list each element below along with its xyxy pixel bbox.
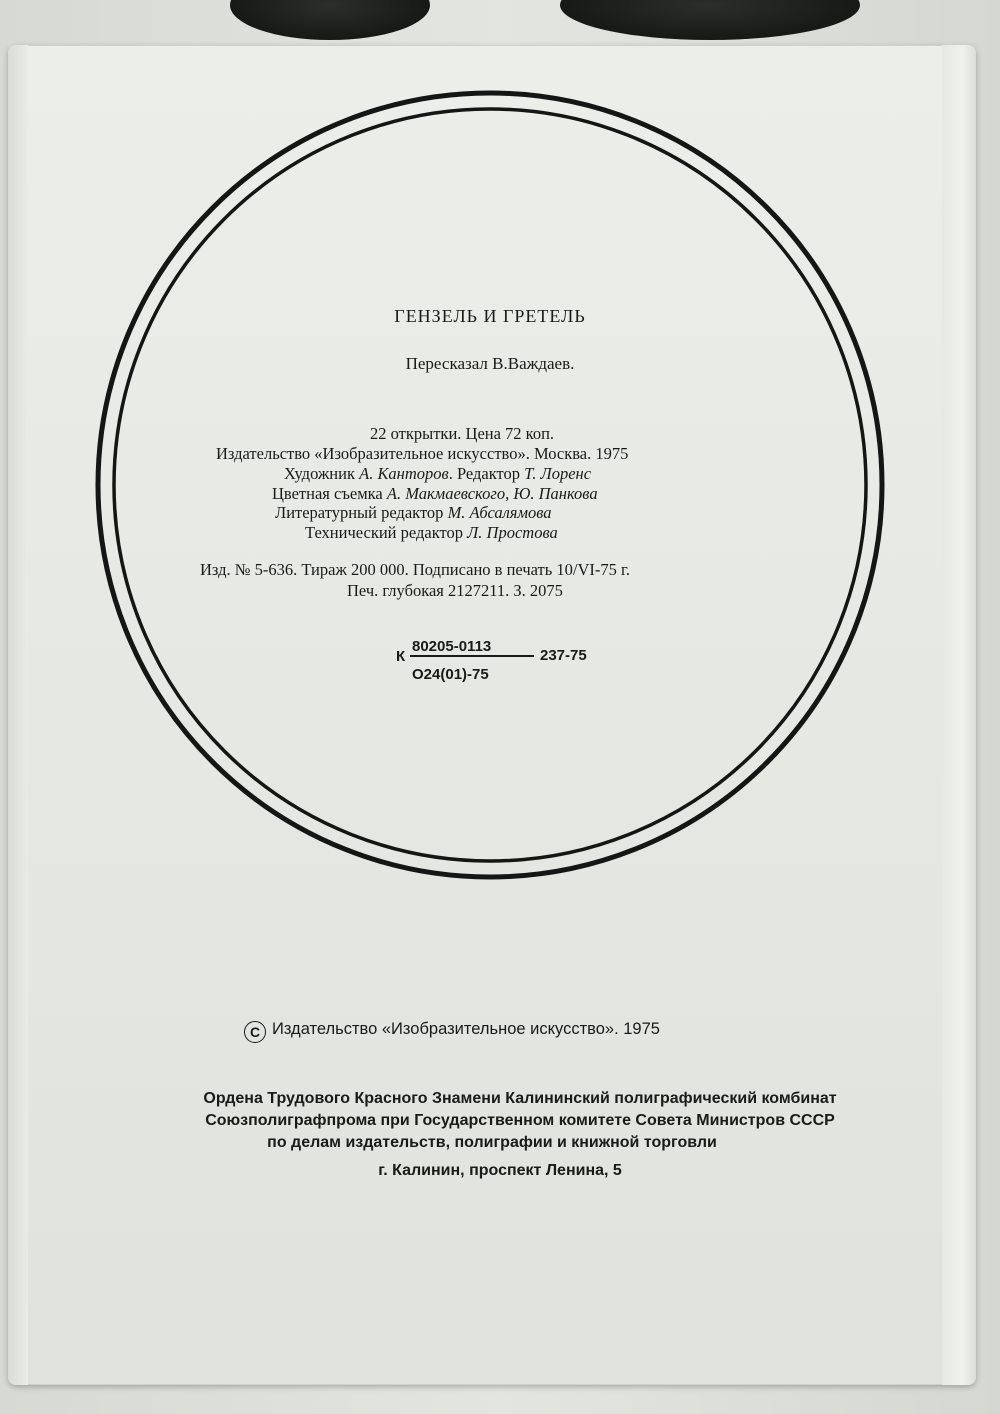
technical-editor-label: Технический редактор: [305, 523, 468, 542]
index-code-denominator: О24(01)-75: [412, 666, 489, 683]
cover-left-edge: [8, 45, 28, 1385]
printer-line-1: Ордена Трудового Красного Знамени Калининский полиграфический комбинат: [203, 1090, 837, 1107]
postcard-folder-back-cover: [8, 45, 976, 1385]
photo-line: [272, 484, 598, 504]
copyright-notice: [244, 1020, 660, 1043]
printer-line-4: г. Калинин, проспект Ленина, 5: [378, 1162, 622, 1179]
copyright-icon: C: [244, 1021, 266, 1043]
artist-editor-line: [284, 464, 591, 484]
technical-editor-name: Л. Простова: [467, 523, 558, 542]
technical-editor-line: [305, 523, 558, 543]
index-code-suffix: 237-75: [540, 647, 587, 664]
publisher-line: Издательство «Изобразительное искусство». Москва. 1975: [216, 444, 629, 463]
copyright-text: Издательство «Изобразительное искусство». 1975: [272, 1020, 660, 1038]
printer-line-2: Союзполиграфпрома при Государственном комитете Совета Министров СССР: [205, 1112, 835, 1129]
edition-line: Изд. № 5-636. Тираж 200 000. Подписано в печать 10/VI-75 г.: [200, 560, 631, 579]
print-line: Печ. глубокая 2127211. З. 2075: [347, 581, 563, 600]
literary-editor-label: Литературный редактор: [275, 503, 448, 522]
retold-by: Пересказал В.Важдаев.: [405, 354, 575, 373]
index-code-prefix: К: [396, 648, 406, 665]
book-title: ГЕНЗЕЛЬ И ГРЕТЕЛЬ: [394, 306, 586, 326]
printer-line-3: по делам издательств, полиграфии и книжной торговли: [267, 1134, 717, 1151]
artist-name: А. Канторов: [359, 464, 449, 483]
cover-right-edge: [942, 45, 976, 1385]
literary-editor-line: [275, 503, 552, 523]
editor-label: . Редактор: [448, 464, 525, 483]
artist-label: Художник: [284, 464, 360, 483]
literary-editor-name: М. Абсалямова: [447, 503, 552, 522]
photo-names: А. Макмаевского, Ю. Панкова: [386, 484, 598, 503]
index-code-numerator: 80205-0113: [412, 638, 492, 655]
photo-label: Цветная съемка: [272, 484, 387, 503]
editor-name: Т. Лоренс: [524, 464, 592, 483]
cards-price-line: 22 открытки. Цена 72 коп.: [370, 424, 555, 443]
index-code-fraction-line: [410, 655, 534, 657]
